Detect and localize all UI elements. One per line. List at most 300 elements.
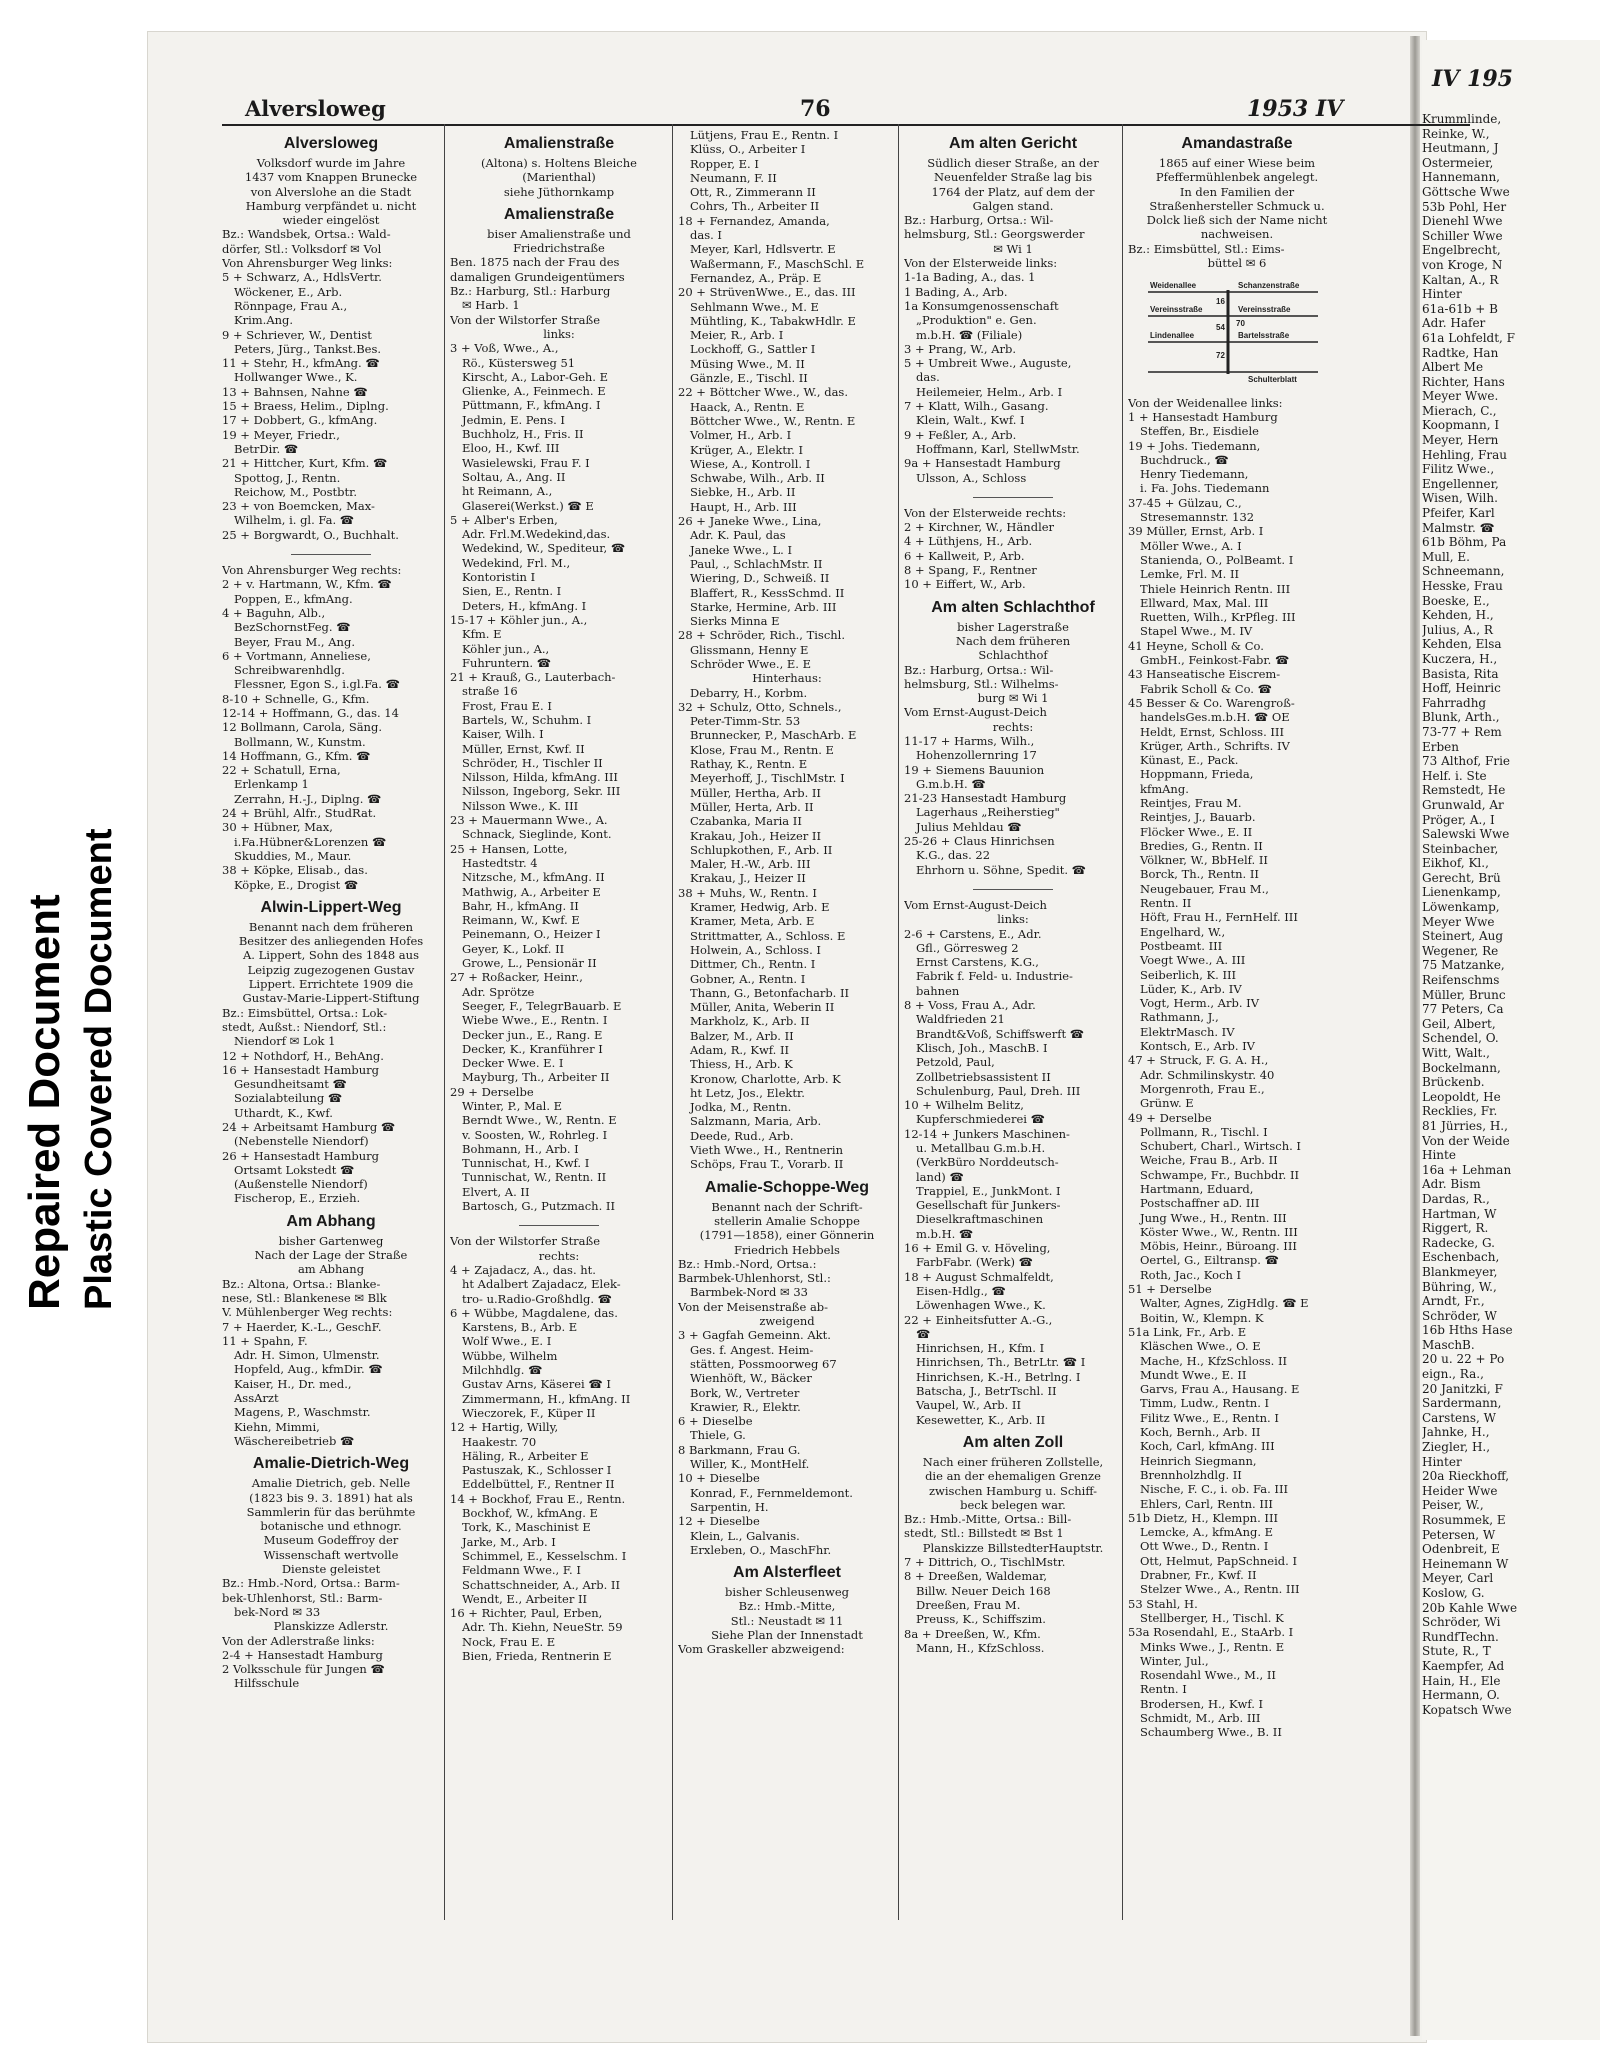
directory-line: zwischen Hamburg u. Schiff- [928, 1483, 1098, 1498]
directory-line: ✉ Harb. 1 [462, 298, 520, 313]
directory-line: Wieczorek, F., Küper II [462, 1405, 596, 1420]
directory-line: Dieselkraftmaschinen [916, 1212, 1044, 1227]
directory-line: 39 Müller, Ernst, Arb. I [1128, 524, 1264, 539]
header-street: Alversloweg [245, 96, 386, 121]
street-heading: Am alten Zoll [962, 1433, 1064, 1451]
directory-line: 6 + Dieselbe [678, 1414, 753, 1429]
next-page-line: Hinter [1422, 1454, 1462, 1469]
directory-line: Wolf Wwe., E. I [462, 1334, 552, 1349]
directory-line: links: [543, 326, 575, 341]
directory-line: handelsGes.m.b.H. ☎ OE [1140, 710, 1290, 725]
directory-line: Zollbetriebsassistent II [916, 1069, 1051, 1084]
directory-line: 47 + Struck, F. G. A. H., [1128, 1053, 1269, 1068]
street-heading: Am Alsterfleet [733, 1564, 841, 1582]
directory-line: Wendt, E., Arbeiter II [462, 1591, 588, 1606]
directory-line: 22 + Böttcher Wwe., W., das. [678, 385, 848, 400]
directory-line: bahnen [916, 983, 960, 998]
directory-line: 41 Heyne, Scholl & Co. [1128, 638, 1264, 653]
next-page-line: 73 Althof, Frie [1422, 754, 1511, 769]
directory-line: 21 + Hittcher, Kurt, Kfm. ☎ [222, 456, 388, 471]
directory-line: Künast, E., Pack. [1140, 753, 1239, 768]
next-page-line: 61b Böhm, Pa [1422, 535, 1507, 550]
directory-line: Skuddies, M., Maur. [234, 848, 352, 863]
directory-line: 38 + Muhs, W., Rentn. I [678, 885, 817, 900]
directory-line: G.m.b.H. ☎ [916, 776, 986, 791]
directory-line: 26 + Janeke Wwe., Lina, [678, 514, 822, 529]
directory-line: Batscha, J., BetrTschl. II [916, 1384, 1057, 1399]
next-page-line: 61a Lohfeldt, F [1422, 330, 1515, 345]
directory-line: Kaiser, Wilh. I [462, 727, 544, 742]
directory-line: Krakau, Joh., Heizer II [690, 828, 822, 843]
next-page-line: Pröger, A., I [1422, 812, 1495, 827]
directory-line: K.G., das. 22 [916, 848, 991, 863]
directory-line: 15-17 + Köhler jun., A., [450, 612, 588, 627]
directory-line: 3 + Gagfah Gemeinn. Akt. [678, 1328, 831, 1343]
next-page-line: Hain, H., Ele [1422, 1673, 1501, 1688]
directory-line: 23 + von Boemcken, Max- [222, 499, 375, 514]
directory-line: Markholz, K., Arb. II [690, 1014, 810, 1029]
directory-line: Bahr, H., kfmAng. II [462, 898, 579, 913]
directory-line: Nock, Frau E. E [462, 1634, 556, 1649]
directory-line: Gobner, A., Rentn. I [690, 971, 806, 986]
directory-line: helmsburg, Stl.: Georgswerder [904, 227, 1085, 242]
directory-line: Krakau, J., Heizer II [690, 871, 806, 886]
next-page-line: 20b Kahle Wwe [1422, 1600, 1518, 1615]
directory-line: Sarpentin, H. [690, 1499, 769, 1514]
directory-line: Gustav-Marie-Lippert-Stiftung [242, 991, 420, 1006]
directory-line: Filitz Wwe., E., Rentn. I [1140, 1410, 1279, 1425]
directory-line: Tunnischat, W., Rentn. II [462, 1170, 607, 1185]
directory-line: Jarke, M., Arb. I [462, 1534, 556, 1549]
directory-line: Waldfrieden 21 [916, 1012, 1005, 1027]
directory-line: Von der Wilstorfer Straße [450, 1234, 601, 1249]
directory-line: Köhler jun., A., [462, 641, 550, 656]
directory-line: Adr. Frl.M.Wedekind,das. [462, 527, 611, 542]
directory-line: 5 + Umbreit Wwe., Auguste, [904, 356, 1072, 371]
directory-line: Spottog, J., Rentn. [234, 470, 341, 485]
directory-line: Höft, Frau H., FernHelf. III [1140, 910, 1298, 925]
directory-line: Von der Weidenallee links: [1128, 395, 1283, 410]
directory-line: Barmbek-Uhlenhorst, Stl.: [678, 1271, 831, 1286]
next-page-line: Mierach, C., [1422, 403, 1497, 418]
next-page-line: 81 Jürries, H., [1422, 1118, 1508, 1133]
directory-line: Klüss, O., Arbeiter I [690, 142, 806, 157]
section-divider [973, 879, 1053, 890]
directory-line: Brunnecker, P., MaschArb. E [690, 728, 857, 743]
directory-line: 9 + Feßler, A., Arb. [904, 427, 1017, 442]
directory-line: Bollmann, W., Kunstm. [234, 734, 366, 749]
header-year: 1953 IV [1247, 96, 1344, 122]
next-page-line: Engelbrecht, [1422, 243, 1501, 258]
directory-line: Klein, Walt., Kwf. I [916, 413, 1025, 428]
directory-line: Lippert. Errichtete 1909 die [248, 977, 414, 992]
directory-line: siehe Jüthornkamp [503, 184, 615, 199]
directory-line: Planskizze Adlerstr. [273, 1619, 389, 1634]
directory-line: Volksdorf wurde im Jahre [256, 156, 406, 170]
directory-line: Walter, Agnes, ZigHdlg. ☎ E [1140, 1296, 1309, 1311]
next-page-line: Malmstr. ☎ [1422, 520, 1495, 535]
directory-line: m.b.H. ☎ [916, 1226, 974, 1241]
directory-line: 12-14 + Hoffmann, G., das. 14 [222, 705, 399, 720]
directory-line: Hopfeld, Aug., kfmDir. ☎ [234, 1362, 383, 1377]
directory-line: 2 Volksschule für Jungen ☎ [222, 1662, 385, 1677]
directory-line: wieder eingelöst [282, 213, 380, 228]
directory-line: Pfeffermühlenbek angelegt. [1155, 170, 1319, 185]
directory-line: Decker Wwe. E. I [462, 1056, 564, 1071]
directory-line: ElektrMasch. IV [1140, 1024, 1235, 1039]
next-page-line: Arndt, Fr., [1422, 1294, 1485, 1309]
next-page-line: Reinke, W., [1422, 126, 1490, 141]
directory-line: 22 + Einheitsfutter A.-G., [904, 1312, 1053, 1327]
directory-line: 3 + Prang, W., Arb. [904, 341, 1017, 356]
directory-line: Eloo, H., Kwf. III [462, 441, 560, 456]
directory-line: Growe, L., Pensionär II [462, 956, 597, 971]
directory-line: Milchhdlg. ☎ [462, 1363, 543, 1378]
directory-line: Sierks Minna E [690, 614, 780, 629]
directory-line: Glienke, A., Feinmech. E [462, 384, 606, 399]
plastic-covered-label: Plastic Covered Document [78, 828, 120, 1310]
directory-line: 51b Dietz, H., Klempn. III [1128, 1510, 1279, 1525]
directory-line: 14 Hoffmann, G., Kfm. ☎ [222, 748, 371, 763]
directory-line: 7 + Haerder, K.-L., GeschF. [222, 1319, 382, 1334]
next-page-line: Fahrradhg [1422, 695, 1487, 710]
column-separator [672, 124, 673, 1920]
directory-line: Bredies, G., Rentn. II [1140, 838, 1263, 853]
next-page-header: IV 195 [1432, 66, 1513, 92]
directory-line: 16 + Emil G. v. Höveling, [904, 1241, 1051, 1256]
directory-line: Lemke, Frl. M. II [1140, 567, 1240, 582]
directory-line: 19 + Siemens Bauunion [904, 762, 1045, 777]
directory-line: Janeke Wwe., L. I [690, 542, 793, 557]
directory-line: Meyer, Karl, Hdlsvertr. E [690, 242, 836, 257]
directory-line: 1-1a Bading, A., das. 1 [904, 270, 1036, 285]
directory-line: Brennholzhdlg. II [1140, 1467, 1242, 1482]
directory-line: Klein, L., Galvanis. [690, 1528, 800, 1543]
directory-line: Flessner, Egon S., i.gl.Fa. ☎ [234, 677, 400, 692]
directory-line: 6 + Kallweit, P., Arb. [904, 548, 1025, 563]
directory-line: Bz.: Harburg, Ortsa.: Wil- [904, 213, 1054, 228]
directory-line: Hinrichsen, Th., BetrLtr. ☎ I [916, 1355, 1086, 1370]
directory-line: Nilsson, Ingeborg, Sekr. III [462, 784, 621, 799]
directory-line: Peter-Timm-Str. 53 [690, 714, 801, 729]
map-label: 16 [1216, 297, 1225, 307]
directory-line: Müller, Hertha, Arb. II [690, 785, 821, 800]
next-page-line: Kopatsch Wwe [1422, 1702, 1512, 1717]
next-page-line: eign., Ra., [1422, 1367, 1484, 1382]
directory-line: 11-17 + Harms, Wilh., [904, 733, 1035, 748]
next-page-line: Carstens, W [1422, 1410, 1497, 1425]
directory-line: Fischerop, E., Erzieh. [234, 1191, 361, 1206]
directory-line: Berndt Wwe., W., Rentn. E [462, 1113, 617, 1128]
directory-line: Ott Wwe., D., Rentn. I [1140, 1539, 1269, 1554]
directory-line: Krawier, R., Elektr. [690, 1399, 801, 1414]
map-label: 54 [1216, 323, 1225, 333]
directory-line: Vom Ernst-August-Deich [904, 897, 1047, 912]
directory-line: zweigend [759, 1314, 815, 1329]
directory-line: 2 + v. Hartmann, W., Kfm. ☎ [222, 577, 392, 592]
directory-line: Ehrhorn u. Söhne, Spedit. ☎ [916, 862, 1086, 877]
directory-line: Ropper, E. I [690, 156, 759, 171]
directory-line: stedt, Stl.: Billstedt ✉ Bst 1 [904, 1526, 1064, 1541]
directory-line: Nitzsche, M., kfmAng. II [462, 870, 605, 885]
directory-line: u. Metallbau G.m.b.H. [916, 1141, 1046, 1155]
map-label: Vereinsstraße [1150, 305, 1203, 315]
directory-line: Von der Wilstorfer Straße [450, 312, 601, 327]
next-page-line: Richter, Hans [1422, 374, 1505, 389]
next-page-line: Julius, A., R [1422, 622, 1493, 637]
directory-line: Kaiser, H., Dr. med., [234, 1376, 352, 1391]
directory-line: Kupferschmiederei ☎ [916, 1112, 1045, 1127]
directory-line: 9a + Hansestadt Hamburg [904, 456, 1061, 471]
next-page-line: Filitz Wwe., [1422, 462, 1495, 477]
directory-line: Magens, P., Waschmstr. [234, 1405, 371, 1420]
directory-line: Ott, R., Zimmerann II [690, 185, 816, 200]
directory-line: Hartmann, Eduard, [1140, 1182, 1254, 1196]
directory-line: Wiering, D., Schweiß. II [690, 571, 830, 586]
directory-line: Feldmann Wwe., F. I [462, 1563, 581, 1578]
next-page-line: Peiser, W., [1422, 1498, 1484, 1513]
next-page-line: Radecke, G. [1422, 1235, 1495, 1250]
directory-line: V. Mühlenberger Weg rechts: [222, 1305, 393, 1320]
next-page-line: Heider Wwe [1422, 1483, 1498, 1498]
directory-line: Sammlerin für das berühmte [246, 1504, 416, 1519]
directory-line: bisher Gartenweg [278, 1233, 384, 1248]
directory-line: Bz.: Harburg, Ortsa.: Wil- [904, 662, 1054, 677]
next-page-line: Göttsche Wwe [1422, 184, 1510, 199]
next-page-line: Hannemann, [1422, 170, 1500, 185]
directory-line: 1865 auf einer Wiese beim [1158, 156, 1316, 170]
directory-line: das. [916, 370, 940, 385]
directory-line: Adr. H. Simon, Ulmenstr. [234, 1348, 380, 1363]
directory-line: Frost, Frau E. I [462, 698, 552, 713]
directory-line: Billw. Neuer Deich 168 [916, 1583, 1051, 1598]
directory-line: Maler, H.-W., Arb. III [690, 857, 811, 872]
directory-line: 17 + Dobbert, G., kfmAng. [222, 413, 378, 428]
directory-line: Schwabe, Wilh., Arb. II [690, 471, 825, 486]
directory-line: Haakestr. 70 [462, 1434, 537, 1449]
next-page-line: Recklies, Fr. [1422, 1104, 1498, 1119]
directory-line: Niendorf ✉ Lok 1 [234, 1034, 336, 1049]
next-page-line: Steinert, Aug [1422, 929, 1504, 944]
directory-line: links: [997, 912, 1029, 927]
directory-line: am Abhang [297, 1262, 365, 1277]
directory-line: Schimmel, E., Kesselschm. I [462, 1548, 627, 1563]
directory-line: 4 + Baguhn, Alb., [222, 605, 326, 620]
directory-line: Hollwanger Wwe., K. [234, 370, 358, 385]
next-page-line: Hermann, O. [1422, 1688, 1500, 1703]
next-page-line: Meyer, Hern [1422, 433, 1499, 448]
directory-line: Kramer, Meta, Arb. E [690, 914, 815, 929]
directory-line: 8-10 + Schnelle, G., Kfm. [222, 691, 370, 706]
directory-line: Rönnpage, Frau A., [234, 298, 348, 313]
street-heading: Am Abhang [286, 1212, 376, 1230]
directory-line: stätten, Possmoorweg 67 [690, 1356, 837, 1371]
directory-line: Postbeamt. III [1140, 938, 1223, 953]
next-page-line: Steinbacher, [1422, 841, 1499, 856]
directory-line: (VerkBüro Norddeutsch- [916, 1155, 1059, 1170]
directory-line: 19 + Meyer, Friedr., [222, 427, 340, 442]
directory-line: Gustav Arns, Käserei ☎ I [462, 1377, 611, 1392]
directory-line: Adr. Schmilinskystr. 40 [1140, 1067, 1275, 1082]
directory-line: Decker jun., E., Rang. E [462, 1027, 603, 1042]
directory-line: Hinrichsen, H., Kfm. I [916, 1341, 1045, 1356]
directory-line: 25 + Borgwardt, O., Buchhalt. [222, 527, 399, 542]
next-page-line: 77 Peters, Ca [1422, 1002, 1504, 1017]
directory-line: Besitzer des anliegenden Hofes [238, 934, 424, 949]
next-page-line: 16b Hths Hase [1422, 1323, 1513, 1338]
directory-line: 49 + Derselbe [1128, 1110, 1212, 1125]
directory-line: 20 + StrüvenWwe., E., das. III [678, 285, 856, 300]
directory-line: 25-26 + Claus Hinrichsen [904, 834, 1055, 849]
directory-line: Hilfsschule [234, 1676, 300, 1691]
directory-line: Ernst Carstens, K.G., [916, 955, 1039, 970]
next-page-line: Meyer, Carl [1422, 1571, 1494, 1586]
next-page-line: Heutmann, J [1422, 141, 1499, 156]
next-page-line: Pfeifer, Karl [1422, 506, 1495, 521]
directory-line: Püttmann, F., kfmAng. I [462, 398, 601, 413]
next-page-lines [1422, 112, 1600, 1717]
directory-line: dörfer, Stl.: Volksdorf ✉ Vol [222, 241, 382, 256]
directory-line: Köpke, E., Drogist ☎ [234, 877, 359, 892]
directory-line: Wissenschaft wertvolle [263, 1547, 399, 1562]
directory-line: Stapel Wwe., M. IV [1140, 624, 1253, 639]
directory-line: 8 + Voss, Frau A., Adr. [904, 998, 1036, 1013]
next-page-line: Rosummek, E [1422, 1513, 1506, 1527]
directory-line: Jodka, M., Rentn. [690, 1100, 792, 1115]
street-heading: Amalienstraße [503, 135, 615, 152]
directory-line: Bz.: Altona, Ortsa.: Blanke- [222, 1276, 381, 1291]
directory-line: Roth, Jac., Koch I [1140, 1267, 1242, 1282]
next-page-line: Geil, Albert, [1422, 1016, 1496, 1031]
directory-line: Zerrahn, H.-J., Diplng. ☎ [234, 791, 382, 806]
map-label: Lindenallee [1150, 331, 1195, 341]
directory-line: Weiche, Frau B., Arb. II [1140, 1153, 1278, 1168]
directory-line: Rö., Küstersweg 51 [462, 355, 576, 370]
directory-line: Mache, H., KfzSchloss. II [1140, 1353, 1288, 1368]
directory-line: Von Ahrensburger Weg rechts: [222, 563, 402, 578]
directory-line: Schlachthof [978, 648, 1048, 663]
directory-line: Buchholz, H., Fris. II [462, 427, 584, 442]
column-2 [450, 128, 668, 1928]
directory-line: Kramer, Hedwig, Arb. E [690, 900, 830, 915]
map-label: Schanzenstraße [1238, 281, 1300, 291]
directory-line: Lüder, K., Arb. IV [1140, 981, 1242, 996]
next-page-line: Eschenbach, [1422, 1250, 1500, 1265]
directory-line: Tork, K., Maschinist E [462, 1520, 591, 1535]
directory-line: i. Fa. Johs. Tiedemann [1140, 481, 1270, 496]
directory-line: Bz.: Hmb.-Nord, Ortsa.: [678, 1256, 817, 1271]
directory-line: Klose, Frau M., Rentn. E [690, 742, 834, 757]
directory-line: Sien, E., Rentn. I [462, 584, 562, 599]
directory-line: Bockhof, W., kfmAng. E [462, 1506, 598, 1521]
next-page-line: Leopoldt, He [1422, 1089, 1501, 1104]
directory-line: Neugebauer, Frau M., [1140, 881, 1269, 896]
directory-line: das. I [690, 228, 722, 243]
directory-line: Schaumberg Wwe., B. II [1140, 1725, 1282, 1740]
column-separator [444, 124, 445, 1920]
directory-line: Timm, Ludw., Rentn. I [1140, 1396, 1270, 1411]
directory-line: 10 + Eiffert, W., Arb. [904, 577, 1026, 592]
street-heading: Alwin-Lippert-Weg [260, 898, 402, 916]
directory-line: Von der Elsterweide rechts: [904, 505, 1067, 520]
directory-line: Hastedtstr. 4 [462, 855, 538, 870]
directory-line: Häling, R., Arbeiter E [462, 1448, 589, 1463]
directory-line: Brodersen, H., Kwf. I [1140, 1696, 1264, 1711]
directory-line: Dienste geleistet [281, 1562, 381, 1577]
directory-line: 7 + Klatt, Wilh., Gasang. [904, 399, 1049, 414]
directory-line: Reintjes, Frau M. [1140, 795, 1242, 810]
next-page-line: Hinte [1422, 1148, 1456, 1163]
directory-line: Deters, H., kfmAng. I [462, 598, 587, 613]
directory-line: Jung Wwe., H., Rentn. III [1140, 1210, 1287, 1225]
directory-line: Hoffmann, Karl, StellwMstr. [916, 441, 1080, 456]
directory-line: Wübbe, Wilhelm [462, 1348, 558, 1363]
directory-line: Seeger, F., TelegrBauarb. E [462, 998, 622, 1013]
map-label: 70 [1236, 319, 1245, 329]
directory-line: Von der Meisenstraße ab- [678, 1299, 829, 1314]
next-page-line: Schröder, W [1422, 1308, 1497, 1323]
directory-line: In den Familien der [1179, 184, 1295, 199]
directory-line: Siebke, H., Arb. II [690, 485, 796, 500]
directory-line: (Außenstelle Niendorf) [234, 1177, 368, 1192]
next-page-line: Lienenkamp, [1422, 885, 1501, 900]
column-3 [678, 128, 896, 1928]
directory-line: 11 + Spahn, F. [222, 1333, 308, 1348]
next-page-line: Kaempfer, Ad [1422, 1658, 1505, 1673]
directory-line: BetrDir. ☎ [234, 441, 299, 456]
directory-line: Mayburg, Th., Arbeiter II [462, 1070, 610, 1085]
directory-line: 5 + Schwarz, A., HdlsVertr. [222, 270, 382, 285]
directory-line: Koch, Bernh., Arb. II [1140, 1425, 1261, 1440]
directory-line: Reichow, M., Postbtr. [234, 484, 358, 499]
directory-line: 53a Rosendahl, E., StaArb. I [1128, 1625, 1294, 1640]
next-page-line: Schiller Wwe [1422, 228, 1503, 243]
directory-line: Siehe Plan der Innenstadt [711, 1627, 863, 1642]
directory-line: Drabner, Fr., Kwf. II [1140, 1568, 1257, 1583]
next-page-line: Ziegler, H., [1422, 1440, 1491, 1455]
directory-line: 3 + Voß, Wwe., A., [450, 341, 559, 356]
directory-line: Stelzer Wwe., A., Rentn. III [1140, 1582, 1300, 1597]
directory-line: Adam, R., Kwf. II [690, 1043, 790, 1057]
directory-line: 10 + Wilhelm Belitz, [904, 1098, 1024, 1113]
directory-line: Möller Wwe., A. I [1140, 538, 1242, 553]
directory-line: Hoppmann, Frieda, [1140, 767, 1254, 782]
street-heading: Amalie-Dietrich-Weg [252, 1455, 410, 1473]
directory-line: 4 + Zajadacz, A., das. ht. [450, 1262, 596, 1277]
directory-line: Wäschereibetrieb ☎ [234, 1433, 355, 1448]
directory-line: 7 + Dittrich, O., TischlMstr. [904, 1555, 1066, 1570]
directory-line: 2-6 + Carstens, E., Adr. [904, 926, 1042, 941]
directory-line: 1437 vom Knappen Brunecke [244, 170, 418, 185]
directory-line: Dittmer, Ch., Rentn. I [690, 957, 816, 972]
directory-line: A. Lippert, Sohn des 1848 aus [243, 948, 419, 963]
next-page-line: Wegener, Re [1422, 943, 1499, 958]
directory-line: Schöps, Frau T., Vorarb. II [690, 1157, 844, 1172]
directory-line: Krim.Ang. [234, 313, 294, 328]
directory-line: Heinrich Siegmann, [1140, 1453, 1257, 1468]
next-page-line: Von der Weide [1422, 1133, 1510, 1148]
directory-line: Kontsch, E., Arb. IV [1140, 1039, 1255, 1054]
directory-line: ☎ [916, 1326, 931, 1341]
directory-line: 24 + Brühl, Alfr., StudRat. [222, 806, 377, 821]
directory-line: 29 + Derselbe [450, 1084, 534, 1099]
directory-line: 43 Hanseatische Eiscrem- [1128, 667, 1281, 682]
directory-line: Völkner, W., BbHelf. II [1140, 853, 1268, 868]
directory-line: Wiebe Wwe., E., Rentn. I [462, 1013, 608, 1028]
directory-line: Uthardt, K., Kwf. [234, 1105, 333, 1120]
directory-line: 13 + Bahnsen, Nahne ☎ [222, 384, 368, 399]
directory-line: Köster Wwe., W., Rentn. III [1140, 1224, 1298, 1239]
